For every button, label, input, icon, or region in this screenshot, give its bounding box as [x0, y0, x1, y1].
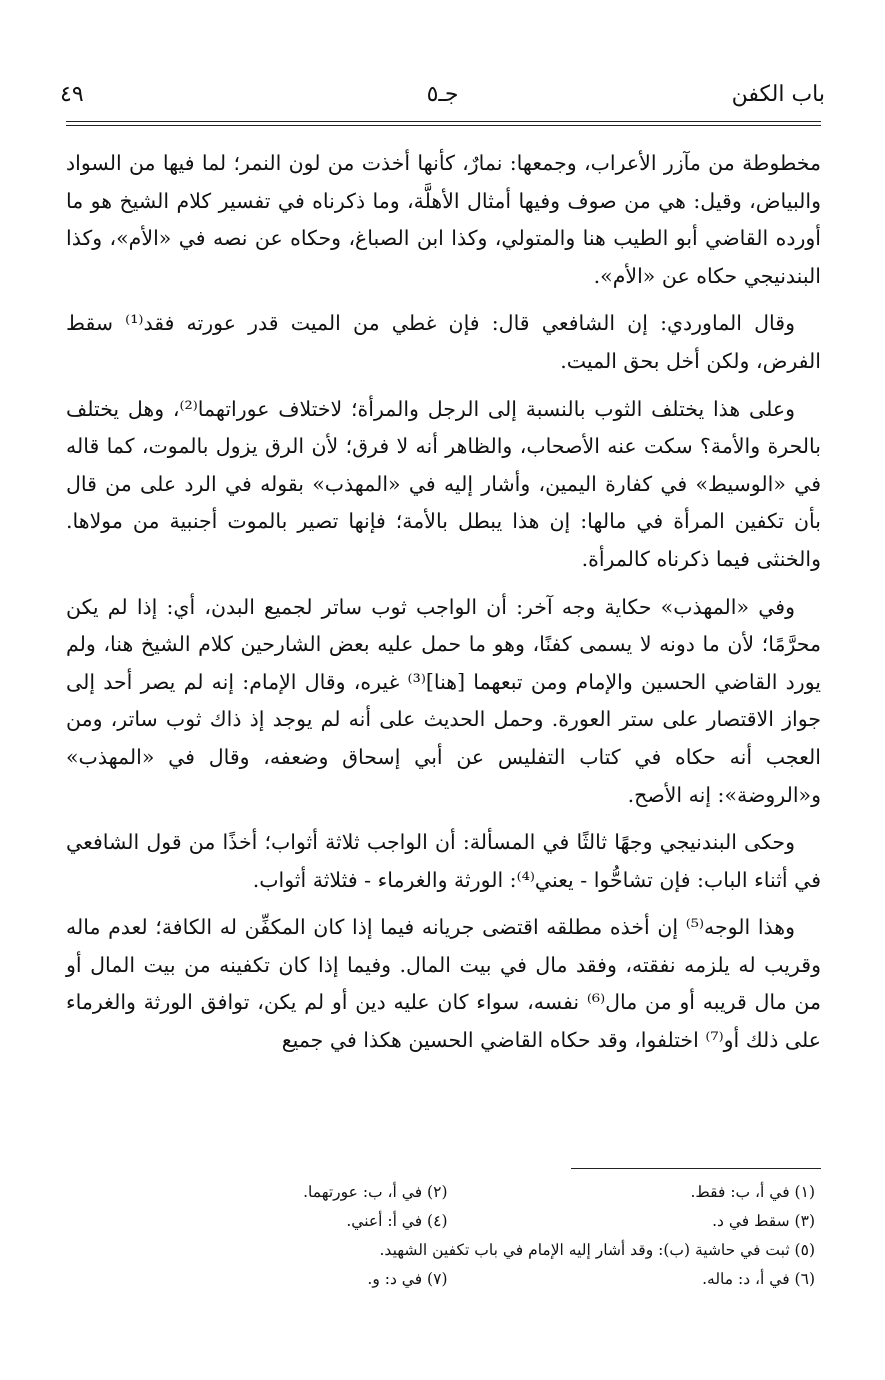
footnote-row	[80, 1178, 815, 1207]
header-rule-bottom	[66, 125, 821, 126]
volume-label: جـ٥	[426, 82, 459, 107]
footnote-1: (١) في أ، ب: فقط.	[690, 1183, 815, 1201]
main-text	[66, 145, 821, 1070]
footnote-4: (٤) في أ: أعني.	[346, 1212, 448, 1230]
footnote-3: (٣) سقط في د.	[712, 1212, 815, 1230]
chapter-title: باب الكفن	[731, 82, 825, 107]
page-number: ٤٩	[60, 82, 84, 107]
header-rule-top	[66, 121, 821, 122]
footnote-7: (٧) في د: و.	[367, 1270, 448, 1288]
footnote-6: (٦) في أ، د: ماله.	[702, 1270, 815, 1288]
footnote-5: (٥) ثبت في حاشية (ب): وقد أشار إليه الإمام في باب تكفين الشهيد.	[379, 1241, 815, 1259]
footnote-divider	[571, 1168, 821, 1169]
page-header	[60, 82, 825, 118]
paragraph: وفي «المهذب» حكاية وجه آخر: أن الواجب ثوب ساتر لجميع البدن، أي: إذا لم يكن محرَّمًا؛ لأن ما دونه لا يسمى كفنًا، وهو ما حمل عليه بعض الشارحين كلام الشيخ هنا، ولم يورد القاضي الحسين والإمام ومن تبعهما [هنا]⁽³⁾ غيره، وقال الإمام: إنه لم يصر أحد إلى جواز الاقتصار على ستر العورة. وحمل الحديث على أنه لم يوجد إذ ذاك ثوب ساتر، ومن العجب أنه حكاه في كتاب التفليس عن أبي إسحاق وضعفه، وقال في «المهذب» و«الروضة»: إنه الأصح.	[66, 594, 821, 807]
footnote-2: (٢) في أ، ب: عورتهما.	[303, 1183, 448, 1201]
paragraph: مخطوطة من مآزر الأعراب، وجمعها: نمارٌ، كأنها أخذت من لون النمر؛ لما فيها من السواد والبياض، وقيل: هي من صوف وفيها أمثال الأهلَّة، وما ذكرناه في تفسير كلام الشيخ هو ما أورده القاضي أبو الطيب هنا والمتولي، وكذا ابن الصباغ، وحكاه عن نصه في «الأم»، وكذا البندنيجي حكاه عن «الأم».	[66, 151, 821, 288]
footnote-row	[80, 1207, 815, 1236]
paragraph: وحكى البندنيجي وجهًا ثالثًا في المسألة: أن الواجب ثلاثة أثواب؛ أخذًا من قول الشافعي في أثناء الباب: فإن تشاحُّوا - يعني⁽⁴⁾: الورثة والغرماء - فثلاثة أثواب.	[66, 830, 821, 892]
footnotes	[80, 1178, 815, 1294]
paragraph: وقال الماوردي: إن الشافعي قال: فإن غطي من الميت قدر عورته فقد⁽¹⁾ سقط الفرض، ولكن أخل بحق الميت.	[66, 311, 821, 373]
paragraph: وعلى هذا يختلف الثوب بالنسبة إلى الرجل والمرأة؛ لاختلاف عوراتهما⁽²⁾، وهل يختلف بالحرة والأمة؟ سكت عنه الأصحاب، والظاهر أنه لا فرق؛ لأن الرق يزول بالموت، كما قاله في «الوسيط» في كفارة اليمين، وأشار إليه في «المهذب» بقوله في الرد على من قال بأن تكفين المرأة في مالها: إن هذا يبطل بالأمة؛ فإنها تصير بالموت أجنبية من مولاها. والخنثى فيما ذكرناه كالمرأة.	[66, 396, 821, 571]
paragraph: وهذا الوجه⁽⁵⁾ إن أخذه مطلقه اقتضى جريانه فيما إذا كان المكفِّن له الكافة؛ لعدم ماله وقريب له يلزمه نفقته، وفقد مال في بيت المال. وفيما إذا كان تكفينه من بيت المال أو من مال قريبه أو من مال⁽⁶⁾ نفسه، سواء كان عليه دين أو لم يكن، توافق الورثة والغرماء على ذلك أو⁽⁷⁾ اختلفوا، وقد حكاه القاضي الحسين هكذا في جميع	[66, 915, 821, 1053]
footnote-row	[80, 1236, 815, 1265]
footnote-row	[80, 1265, 815, 1294]
